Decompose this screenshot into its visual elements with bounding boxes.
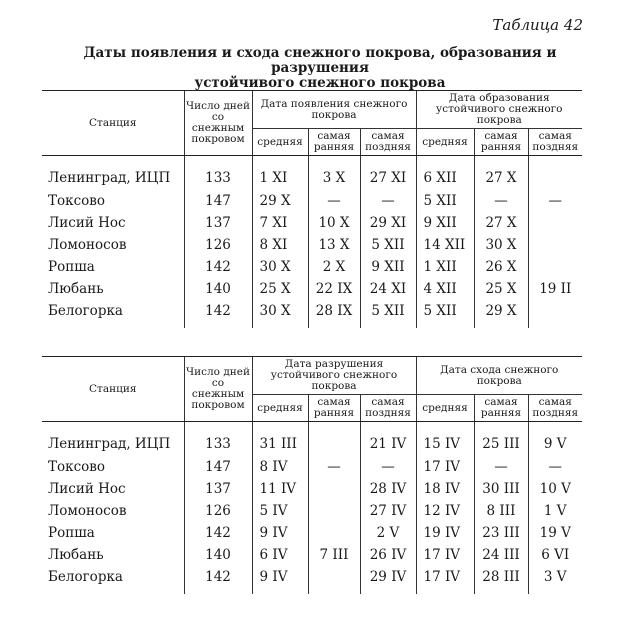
app-latest: 9 XII [360, 256, 416, 278]
station-name: Белогорка [48, 303, 123, 319]
des-latest: — [360, 456, 416, 478]
des-mean: 8 IV [252, 456, 308, 478]
header-form-latest: самая поздняя [528, 129, 582, 156]
snow-days: 140 [184, 544, 252, 566]
melt-mean: 15 IV [416, 422, 474, 457]
form-latest [528, 156, 582, 191]
header-melt-latest: самая поздняя [528, 395, 582, 422]
melt-earliest: 23 III [474, 522, 528, 544]
app-latest: 5 XII [360, 234, 416, 256]
des-mean: 6 IV [252, 544, 308, 566]
app-earliest: 3 X [308, 156, 360, 191]
caption-line-2: устойчивого снежного покрова [194, 75, 446, 91]
des-earliest [308, 522, 360, 544]
snow-days: 142 [184, 300, 252, 328]
header-melt: Дата схода снежного покрова [416, 357, 582, 395]
station-name: Токсово [48, 193, 105, 209]
melt-latest: — [528, 456, 582, 478]
app-mean: 1 XI [252, 156, 308, 191]
melt-mean: 17 IV [416, 544, 474, 566]
melt-latest: 10 V [528, 478, 582, 500]
melt-latest: 9 V [528, 422, 582, 457]
form-mean: 5 XII [416, 190, 474, 212]
station-name: Ленинград, ИЦП [48, 436, 171, 452]
des-earliest: 7 III [308, 544, 360, 566]
table-number: Таблица 42 [492, 16, 583, 34]
caption-line-1: Даты появления и схода снежного покрова, образования и разрушения [83, 45, 557, 76]
header-formation: Дата образования устойчивого снежного покрова [416, 91, 582, 129]
form-latest [528, 300, 582, 328]
header-des-latest: самая поздняя [360, 395, 416, 422]
header-form-earliest: самая ранняя [474, 129, 528, 156]
des-earliest [308, 478, 360, 500]
snow-days: 142 [184, 256, 252, 278]
form-earliest: — [474, 190, 528, 212]
app-mean: 30 X [252, 256, 308, 278]
table-row [42, 478, 582, 500]
des-earliest [308, 500, 360, 522]
station-name: Лисий Нос [48, 481, 126, 497]
snow-days: 147 [184, 456, 252, 478]
des-mean: 11 IV [252, 478, 308, 500]
des-earliest [308, 566, 360, 594]
des-latest: 29 IV [360, 566, 416, 594]
melt-earliest: 24 III [474, 544, 528, 566]
table-row [42, 456, 582, 478]
form-latest [528, 256, 582, 278]
appearance-formation-table [42, 90, 582, 328]
app-earliest: 2 X [308, 256, 360, 278]
form-latest [528, 234, 582, 256]
snow-days: 126 [184, 500, 252, 522]
station-name: Лисий Нос [48, 215, 126, 231]
melt-earliest: — [474, 456, 528, 478]
table-caption [60, 46, 580, 91]
station-name: Ломоносов [48, 503, 127, 519]
app-latest: 5 XII [360, 300, 416, 328]
table-row [42, 500, 582, 522]
melt-latest: 1 V [528, 500, 582, 522]
snow-days: 140 [184, 278, 252, 300]
melt-mean: 17 IV [416, 566, 474, 594]
station-name: Ленинград, ИЦП [48, 170, 171, 186]
snow-days: 142 [184, 566, 252, 594]
melt-mean: 18 IV [416, 478, 474, 500]
form-mean: 1 XII [416, 256, 474, 278]
melt-latest: 3 V [528, 566, 582, 594]
header-days: Число дней со снежным покровом [184, 357, 252, 422]
des-mean: 31 III [252, 422, 308, 457]
des-mean: 9 IV [252, 522, 308, 544]
header-station: Станция [42, 91, 184, 156]
station-name: Любань [48, 547, 104, 563]
app-latest: — [360, 190, 416, 212]
form-latest [528, 212, 582, 234]
melt-earliest: 8 III [474, 500, 528, 522]
header-destruction: Дата разрушения устойчивого снежного покрова [252, 357, 416, 395]
table-row [42, 278, 582, 300]
app-latest: 27 XI [360, 156, 416, 191]
form-earliest: 30 X [474, 234, 528, 256]
snow-days: 133 [184, 156, 252, 191]
form-earliest: 27 X [474, 156, 528, 191]
des-latest: 27 IV [360, 500, 416, 522]
form-earliest: 25 X [474, 278, 528, 300]
table-row [42, 190, 582, 212]
app-earliest: 10 X [308, 212, 360, 234]
table-row [42, 234, 582, 256]
app-mean: 25 X [252, 278, 308, 300]
des-latest: 28 IV [360, 478, 416, 500]
form-mean: 4 XII [416, 278, 474, 300]
form-mean: 5 XII [416, 300, 474, 328]
form-earliest: 27 X [474, 212, 528, 234]
form-latest: 19 II [528, 278, 582, 300]
form-mean: 9 XII [416, 212, 474, 234]
des-mean: 5 IV [252, 500, 308, 522]
des-latest: 2 V [360, 522, 416, 544]
header-app-latest: самая поздняя [360, 129, 416, 156]
snow-days: 137 [184, 478, 252, 500]
station-name: Ломоносов [48, 237, 127, 253]
form-earliest: 29 X [474, 300, 528, 328]
destruction-melt-table [42, 356, 582, 594]
snow-days: 142 [184, 522, 252, 544]
header-des-earliest: самая ранняя [308, 395, 360, 422]
form-latest: — [528, 190, 582, 212]
app-earliest: — [308, 190, 360, 212]
melt-latest: 19 V [528, 522, 582, 544]
snow-days: 147 [184, 190, 252, 212]
des-earliest: — [308, 456, 360, 478]
form-earliest: 26 X [474, 256, 528, 278]
melt-mean: 12 IV [416, 500, 474, 522]
header-days: Число дней со снежным покровом [184, 91, 252, 156]
table-row [42, 566, 582, 594]
snow-days: 126 [184, 234, 252, 256]
form-mean: 6 XII [416, 156, 474, 191]
melt-mean: 19 IV [416, 522, 474, 544]
station-name: Белогорка [48, 569, 123, 585]
snow-days: 137 [184, 212, 252, 234]
header-station: Станция [42, 357, 184, 422]
app-mean: 7 XI [252, 212, 308, 234]
station-name: Ропша [48, 259, 95, 275]
melt-earliest: 30 III [474, 478, 528, 500]
app-mean: 30 X [252, 300, 308, 328]
table-row [42, 300, 582, 328]
snow-days: 133 [184, 422, 252, 457]
header-des-mean: средняя [252, 395, 308, 422]
header-form-mean: средняя [416, 129, 474, 156]
app-mean: 8 XI [252, 234, 308, 256]
app-mean: 29 X [252, 190, 308, 212]
melt-latest: 6 VI [528, 544, 582, 566]
header-melt-mean: средняя [416, 395, 474, 422]
app-earliest: 22 IX [308, 278, 360, 300]
station-name: Токсово [48, 459, 105, 475]
app-earliest: 28 IX [308, 300, 360, 328]
table-row [42, 256, 582, 278]
melt-mean: 17 IV [416, 456, 474, 478]
table-row [42, 156, 582, 191]
des-latest: 21 IV [360, 422, 416, 457]
des-earliest [308, 422, 360, 457]
table-row [42, 212, 582, 234]
station-name: Ропша [48, 525, 95, 541]
header-app-earliest: самая ранняя [308, 129, 360, 156]
app-latest: 24 XI [360, 278, 416, 300]
header-appearance: Дата появления снежного покрова [252, 91, 416, 129]
des-mean: 9 IV [252, 566, 308, 594]
table-row [42, 522, 582, 544]
melt-earliest: 28 III [474, 566, 528, 594]
header-melt-earliest: самая ранняя [474, 395, 528, 422]
des-latest: 26 IV [360, 544, 416, 566]
table-row [42, 422, 582, 457]
app-latest: 29 XI [360, 212, 416, 234]
table-row [42, 544, 582, 566]
header-app-mean: средняя [252, 129, 308, 156]
form-mean: 14 XII [416, 234, 474, 256]
station-name: Любань [48, 281, 104, 297]
app-earliest: 13 X [308, 234, 360, 256]
melt-earliest: 25 III [474, 422, 528, 457]
